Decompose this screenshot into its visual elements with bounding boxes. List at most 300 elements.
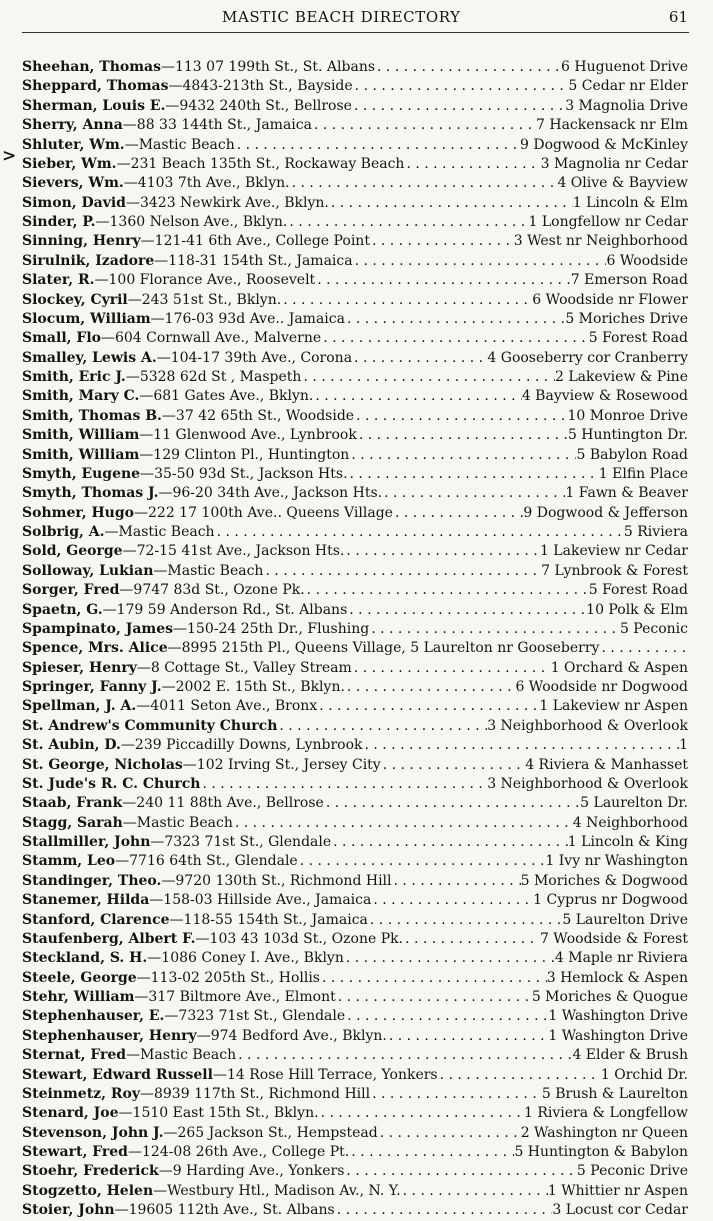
- entry-text: [22, 1201, 335, 1220]
- entry-address: —8 Cottage St., Valley Stream: [136, 659, 352, 676]
- entry-address: —124-08 26th Ave., College Pt.: [127, 1144, 350, 1160]
- directory-entry: [22, 504, 688, 523]
- entry-local-address: 3 Hemlock & Aspen: [546, 969, 688, 986]
- entry-local-address: 6 Woodside nr Dogwood: [515, 679, 688, 695]
- entry-name: Slockey, Cyril: [22, 291, 128, 308]
- leader-dots: [344, 949, 555, 968]
- entry-text: [22, 911, 368, 930]
- directory-entry: [22, 659, 688, 678]
- entry-local-address: 1 Orchid Dr.: [600, 1066, 688, 1083]
- directory-entry: [22, 542, 688, 561]
- directory-entry: [22, 1027, 688, 1046]
- entry-name: Sold, George: [22, 543, 123, 560]
- entry-text: [22, 775, 200, 794]
- entry-address: —179 59 Anderson Rd., St. Albans: [102, 601, 348, 618]
- entry-address: —265 Jackson St., Hempstead: [163, 1124, 378, 1141]
- leader-dots: [319, 1104, 524, 1123]
- entry-name: Solbrig, A.: [22, 524, 105, 540]
- entry-name: Small, Flo: [22, 330, 101, 347]
- entry-text: [22, 1027, 387, 1046]
- leader-dots: [290, 174, 558, 193]
- entry-local-address: 5 Huntington Dr.: [567, 427, 688, 444]
- entry-local-address: 1 Fawn & Beaver: [565, 485, 688, 502]
- entry-local-address: 5 Peconic Drive: [576, 1163, 688, 1180]
- entry-text: [22, 833, 331, 852]
- entry-name: Spampinato, James: [22, 620, 173, 637]
- entry-local-address: 1 Lincoln & King: [567, 834, 688, 850]
- directory-entry: [22, 1007, 688, 1026]
- directory-entry: [22, 349, 688, 368]
- entry-local-address: 1 Cyprus nr Dogwood: [533, 892, 688, 909]
- entry-name: Stagg, Sarah: [22, 814, 123, 831]
- entry-text: [22, 949, 344, 968]
- entry-address: —104-17 39th Ave., Corona: [156, 349, 353, 366]
- entry-address: —5328 62d St , Maspeth: [125, 369, 302, 385]
- leader-dots: [401, 1182, 548, 1201]
- leader-dots: [370, 232, 514, 251]
- entry-name: Smith, Mary C.: [22, 388, 140, 405]
- leader-dots: [281, 291, 532, 310]
- entry-address: —1086 Coney I. Ave., Bklyn: [147, 950, 344, 967]
- directory-entry: [22, 833, 688, 852]
- entry-local-address: 3 Magnolia Drive: [565, 97, 688, 114]
- leader-dots: [354, 407, 567, 426]
- entry-name: Sheehan, Thomas: [22, 59, 161, 75]
- leader-dots: [345, 310, 565, 329]
- entry-text: [22, 232, 370, 251]
- entry-address: —7323 71st St., Glendale: [164, 1008, 346, 1025]
- entry-local-address: 1 Whittier nr Aspen: [547, 1182, 688, 1199]
- page-title: MASTIC BEACH DIRECTORY: [222, 8, 461, 26]
- entry-local-address: 6 Woodside nr Flower: [532, 291, 688, 308]
- leader-dots: [312, 116, 536, 135]
- entry-text: [22, 349, 352, 368]
- entry-text: [22, 446, 349, 465]
- entry-address: —35-50 93d St., Jackson Hts.: [140, 465, 348, 482]
- directory-entry: [22, 1182, 688, 1201]
- directory-entry: [22, 58, 688, 77]
- entry-local-address: 5 Laurelton Dr.: [580, 795, 688, 812]
- entry-address: —72-15 41st Ave., Jackson Hts.: [122, 543, 345, 560]
- entry-text: [22, 717, 277, 736]
- entry-local-address: 5 Moriches Drive: [565, 310, 688, 327]
- leader-dots: [387, 1027, 549, 1046]
- leader-dots: [320, 969, 547, 988]
- entry-text: [22, 523, 215, 542]
- entry-address: —1360 Nelson Ave., Bklyn.: [95, 214, 288, 230]
- entry-address: —11 Glenwood Ave., Lynbrook: [139, 427, 357, 444]
- entry-name: Stephenhauser, E.: [22, 1008, 165, 1025]
- entry-text: [22, 697, 317, 716]
- entry-local-address: 3 Neighborhood & Overlook: [487, 775, 688, 792]
- entry-text: [22, 678, 345, 697]
- entry-text: [22, 756, 381, 775]
- entry-text: [22, 504, 393, 523]
- entry-name: Solloway, Lukian: [22, 562, 154, 579]
- entry-local-address: 4 Bayview & Rosewood: [521, 388, 688, 405]
- leader-dots: [298, 852, 546, 871]
- entry-text: [22, 97, 352, 116]
- entry-text: [22, 930, 403, 949]
- entry-local-address: 1 Riviera & Longfellow: [524, 1105, 688, 1122]
- entry-text: [22, 426, 357, 445]
- leader-dots: [404, 155, 540, 174]
- directory-entry: [22, 717, 688, 736]
- entry-name: Smith, Thomas B.: [22, 407, 162, 424]
- directory-entry: [22, 678, 688, 697]
- entry-local-address: 7 Woodside & Forest: [539, 930, 688, 947]
- entry-address: —317 Biltmore Ave., Elmont: [134, 989, 336, 1005]
- entry-text: [22, 969, 320, 988]
- entry-local-address: 9 Dogwood & McKinley: [520, 136, 688, 153]
- entry-text: [22, 1104, 319, 1123]
- entry-name: Smalley, Lewis A.: [22, 349, 157, 366]
- entry-local-address: 5 Cedar nr Elder: [568, 78, 688, 95]
- entry-text: [22, 155, 404, 174]
- entry-address: —681 Gates Ave., Bklyn.: [139, 388, 314, 405]
- directory-entry: [22, 1085, 688, 1104]
- entry-text: [22, 1143, 349, 1162]
- entry-address: —231 Beach 135th St., Rockaway Beach: [116, 155, 405, 172]
- directory-entry: [22, 581, 688, 600]
- leader-dots: [331, 833, 568, 852]
- entry-name: Smyth, Eugene: [22, 465, 141, 482]
- entry-name: Spaetn, G.: [22, 601, 103, 618]
- entry-text: [22, 601, 347, 620]
- entry-text: [22, 581, 305, 600]
- entry-text: [22, 736, 362, 755]
- directory-entry: [22, 988, 688, 1007]
- leader-dots: [375, 58, 561, 77]
- entry-text: [22, 1182, 401, 1201]
- entry-local-address: 1 Lakeview nr Aspen: [539, 698, 688, 715]
- directory-entry: [22, 232, 688, 251]
- entry-name: Sinning, Henry: [22, 233, 141, 250]
- entry-local-address: 5 Brush & Laurelton: [541, 1085, 688, 1102]
- entry-address: —19605 112th Ave., St. Albans: [114, 1202, 335, 1219]
- directory-entry: [22, 911, 688, 930]
- entry-name: Shluter, Wm.: [22, 136, 125, 153]
- entry-local-address: 3 Locust cor Cedar: [552, 1202, 688, 1219]
- entry-name: Smith, William: [22, 427, 140, 444]
- page-header: [22, 8, 688, 30]
- directory-entry: [22, 1046, 688, 1065]
- directory-entry: [22, 174, 688, 193]
- leader-dots: [349, 1143, 514, 1162]
- entry-name: Stephenhauser, Henry: [22, 1027, 197, 1044]
- directory-entry: [22, 562, 688, 581]
- entry-address: —176-03 93d Ave.. Jamaica: [150, 310, 345, 327]
- entry-name: Steckland, S. H.: [22, 950, 148, 967]
- entry-name: Smith, Eric J.: [22, 369, 126, 385]
- entry-local-address: 9 Dogwood & Jefferson: [523, 504, 688, 521]
- entry-local-address: 1 Lincoln & Elm: [572, 194, 688, 211]
- entry-name: Stallmiller, John: [22, 834, 151, 850]
- entry-text: [22, 407, 354, 426]
- entry-text: [22, 465, 348, 484]
- directory-entry: [22, 213, 688, 232]
- entry-text: [22, 1007, 345, 1026]
- leader-dots: [353, 77, 569, 96]
- entry-address: —118-55 154th St., Jamaica: [169, 911, 368, 928]
- entry-local-address: 7 Lynbrook & Forest: [541, 562, 688, 579]
- entry-local-address: 5 Moriches & Quogue: [531, 989, 688, 1005]
- entry-address: —240 11 88th Ave., Bellrose: [122, 795, 324, 812]
- leader-dots: [317, 697, 539, 716]
- entry-name: Stehr, William: [22, 989, 135, 1005]
- entry-address: —121-41 6th Ave., College Point: [140, 233, 370, 250]
- entry-name: Stewart, Fred: [22, 1144, 128, 1160]
- directory-entry: [22, 736, 688, 755]
- entry-address: —158-03 Hillside Ave., Jamaica: [149, 892, 372, 909]
- leader-dots: [368, 911, 563, 930]
- directory-entry: [22, 697, 688, 716]
- directory-entries: [22, 58, 688, 1221]
- entry-name: Sherry, Anna: [22, 117, 123, 134]
- entry-address: —150-24 25th Dr., Flushing: [173, 620, 370, 637]
- directory-entry: [22, 872, 688, 891]
- entry-address: —103 43 103d St., Ozone Pk.: [195, 930, 404, 947]
- directory-entry: [22, 1066, 688, 1085]
- entry-text: [22, 136, 235, 155]
- entry-address: —4011 Seton Ave., Bronx: [136, 698, 318, 715]
- entry-name: Staufenberg, Albert F.: [22, 930, 196, 947]
- entry-address: —37 42 65th St., Woodside: [161, 407, 355, 424]
- entry-local-address: 4 Riviera & Manhasset: [525, 756, 688, 773]
- entry-address: —Mastic Beach: [104, 524, 215, 540]
- entry-address: —604 Cornwall Ave., Malverne: [100, 330, 322, 347]
- entry-text: [22, 891, 371, 910]
- entry-local-address: 4 Gooseberry cor Cranberry: [487, 349, 688, 366]
- entry-text: [22, 368, 301, 387]
- entry-address: —7716 64th St., Glendale: [115, 853, 298, 870]
- entry-name: Steinmetz, Roy: [22, 1085, 140, 1102]
- entry-text: [22, 213, 287, 232]
- leader-dots: [324, 794, 580, 813]
- entry-text: [22, 988, 336, 1007]
- directory-entry: [22, 891, 688, 910]
- directory-entry: [22, 407, 688, 426]
- entry-text: [22, 291, 281, 310]
- entry-name: Smith, William: [22, 446, 140, 463]
- entry-address: —Mastic Beach: [153, 562, 264, 579]
- entry-address: —Westbury Htl., Madison Av., N. Y.: [153, 1182, 401, 1199]
- directory-entry: [22, 484, 688, 503]
- directory-entry: [22, 368, 688, 387]
- entry-text: [22, 639, 599, 658]
- leader-dots: [353, 252, 607, 271]
- entry-text: [22, 872, 392, 891]
- entry-address: —239 Piccadilly Downs, Lynbrook: [120, 737, 363, 754]
- directory-entry: [22, 601, 688, 620]
- entry-name: Stenard, Joe: [22, 1105, 119, 1122]
- leader-dots: [352, 349, 487, 368]
- directory-entry: [22, 465, 688, 484]
- leader-dots: [357, 426, 568, 445]
- leader-dots: [382, 484, 565, 503]
- entry-text: [22, 271, 315, 290]
- leader-dots: [329, 194, 573, 213]
- entry-text: [22, 174, 290, 193]
- entry-name: Stogzetto, Helen: [22, 1182, 154, 1199]
- entry-text: [22, 387, 313, 406]
- leader-dots: [371, 891, 533, 910]
- entry-local-address: 10 Polk & Elm: [586, 601, 688, 618]
- directory-entry: [22, 310, 688, 329]
- entry-name: Standinger, Theo.: [22, 872, 162, 889]
- entry-text: [22, 252, 353, 271]
- entry-name: Stamm, Leo: [22, 853, 116, 870]
- entry-text: [22, 484, 382, 503]
- directory-entry: [22, 639, 688, 658]
- directory-entry: [22, 252, 688, 271]
- entry-local-address: 1 Orchard & Aspen: [550, 659, 688, 676]
- entry-local-address: 1: [679, 737, 688, 754]
- directory-entry: [22, 426, 688, 445]
- leader-dots: [263, 562, 541, 581]
- entry-name: Sieber, Wm.: [22, 155, 117, 172]
- entry-local-address: 4 Elder & Brush: [572, 1047, 688, 1064]
- page-number: 61: [668, 8, 688, 26]
- entry-address: —9 Harding Ave., Yonkers: [158, 1163, 345, 1180]
- directory-entry: [22, 1143, 688, 1162]
- directory-entry: [22, 155, 688, 174]
- entry-local-address: 7 Emerson Road: [570, 272, 688, 289]
- leader-dots: [392, 872, 521, 891]
- directory-entry: [22, 523, 688, 542]
- entry-name: Spieser, Henry: [22, 659, 137, 676]
- entry-local-address: 6 Woodside: [606, 252, 688, 269]
- entry-local-address: 5 Laurelton Drive: [562, 911, 688, 928]
- entry-address: —8939 117th St., Richmond Hill: [139, 1085, 371, 1102]
- entry-text: [22, 659, 352, 678]
- leader-dots: [305, 581, 589, 600]
- entry-address: —3423 Newkirk Ave., Bklyn.: [125, 194, 329, 211]
- leader-dots: [352, 97, 565, 116]
- directory-entry: [22, 116, 688, 135]
- directory-entry: [22, 930, 688, 949]
- directory-entry: [22, 194, 688, 213]
- entry-name: Sorger, Fred: [22, 582, 120, 599]
- directory-entry: [22, 1124, 688, 1143]
- directory-entry: [22, 620, 688, 639]
- directory-entry: [22, 852, 688, 871]
- entry-local-address: 3 Magnolia nr Cedar: [540, 155, 688, 172]
- directory-entry: [22, 1162, 688, 1181]
- leader-dots: [321, 329, 589, 348]
- directory-entry: [22, 136, 688, 155]
- entry-name: St. Andrew's Community Church: [22, 717, 278, 734]
- entry-name: Stanford, Clarence: [22, 911, 170, 928]
- entry-marker: >: [2, 146, 17, 166]
- entry-address: —9747 83d St., Ozone Pk.: [119, 582, 305, 599]
- entry-address: —102 Irving St., Jersey City: [182, 756, 381, 773]
- entry-name: Sievers, Wm.: [22, 175, 124, 192]
- leader-dots: [344, 542, 540, 561]
- entry-local-address: 3 West nr Neighborhood: [513, 233, 688, 250]
- leader-dots: [277, 717, 487, 736]
- entry-local-address: 5 Riviera: [623, 524, 688, 540]
- entry-text: [22, 542, 344, 561]
- directory-entry: [22, 97, 688, 116]
- entry-address: —113 07 199th St., St. Albans: [160, 59, 376, 75]
- directory-entry: [22, 814, 688, 833]
- entry-name: Stoehr, Frederick: [22, 1163, 159, 1180]
- entry-address: —Mastic Beach: [122, 814, 233, 831]
- leader-dots: [215, 523, 624, 542]
- leader-dots: [287, 213, 528, 232]
- entry-text: [22, 1046, 236, 1065]
- entry-name: Sheppard, Thomas: [22, 78, 169, 95]
- entry-address: —96-20 34th Ave., Jackson Hts.: [158, 485, 383, 502]
- leader-dots: [369, 620, 620, 639]
- leader-dots: [378, 1124, 521, 1143]
- entry-local-address: 3 Neighborhood & Overlook: [487, 717, 688, 734]
- entry-text: [22, 77, 353, 96]
- leader-dots: [438, 1066, 601, 1085]
- entry-address: —243 51st St., Bklyn.: [127, 291, 282, 308]
- entry-local-address: 5 Babylon Road: [576, 446, 688, 463]
- leader-dots: [393, 504, 523, 523]
- entry-address: —129 Clinton Pl., Huntington: [139, 446, 350, 463]
- entry-name: Stanemer, Hilda: [22, 892, 150, 909]
- entry-address: —8995 215th Pl., Queens Village, 5 Laurelton nr Gooseberry: [167, 640, 600, 657]
- entry-name: Spence, Mrs. Alice: [22, 640, 168, 657]
- directory-entry: [22, 1104, 688, 1123]
- directory-entry: [22, 329, 688, 348]
- entry-address: —9432 240th St., Bellrose: [165, 97, 352, 114]
- entry-local-address: 1 Ivy nr Washington: [545, 853, 688, 870]
- entry-address: —Mastic Beach: [126, 1047, 237, 1064]
- leader-dots: [345, 678, 516, 697]
- directory-entry: [22, 756, 688, 775]
- entry-name: Smyth, Thomas J.: [22, 485, 159, 502]
- entry-name: Sinder, P.: [22, 214, 96, 230]
- directory-entry: [22, 949, 688, 968]
- entry-local-address: 2 Washington nr Queen: [520, 1124, 688, 1141]
- entry-local-address: 5 Peconic: [619, 620, 688, 637]
- entry-text: [22, 58, 375, 77]
- entry-local-address: 1 Elfin Place: [598, 465, 688, 482]
- leader-dots: [236, 1046, 572, 1065]
- entry-address: —7323 71st St., Glendale: [150, 834, 332, 850]
- entry-text: [22, 1085, 370, 1104]
- entry-text: [22, 1162, 344, 1181]
- entry-text: [22, 1066, 438, 1085]
- entry-name: Simon, David: [22, 194, 126, 211]
- entry-local-address: 7 Hackensack nr Elm: [536, 117, 688, 134]
- leader-dots: [344, 1162, 577, 1181]
- entry-address: —100 Florance Ave., Roosevelt: [94, 272, 316, 289]
- leader-dots: [599, 639, 688, 658]
- leader-dots: [403, 930, 540, 949]
- entry-local-address: 6 Huguenot Drive: [561, 59, 688, 75]
- entry-text: [22, 562, 263, 581]
- directory-entry: [22, 1201, 688, 1220]
- leader-dots: [301, 368, 555, 387]
- entry-text: [22, 814, 233, 833]
- leader-dots: [347, 601, 586, 620]
- directory-entry: [22, 969, 688, 988]
- leader-dots: [200, 775, 487, 794]
- entry-address: —Mastic Beach: [124, 136, 235, 153]
- entry-name: Springer, Fanny J.: [22, 679, 162, 695]
- entry-text: [22, 1124, 378, 1143]
- entry-name: Staab, Frank: [22, 795, 123, 812]
- entry-address: —4103 7th Ave., Bklyn.: [123, 175, 290, 192]
- leader-dots: [313, 387, 522, 406]
- entry-name: Spellman, J. A.: [22, 698, 137, 715]
